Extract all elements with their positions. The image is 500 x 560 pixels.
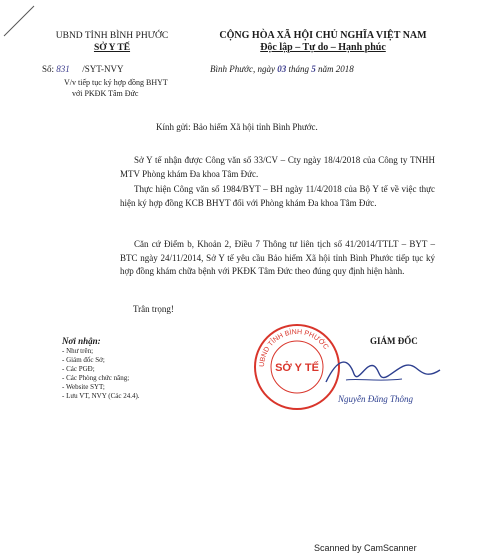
doc-number-handwritten: 831 [56, 64, 70, 74]
recipient-line: Kính gửi: Bảo hiểm Xã hội tỉnh Bình Phước. [156, 122, 318, 132]
doc-date [210, 64, 354, 74]
closing-line: Trân trọng! [133, 304, 174, 314]
list-item: - Như trên; [62, 347, 94, 355]
scanner-watermark: Scanned by CamScanner [314, 543, 417, 553]
handwritten-signature [318, 352, 448, 392]
national-header [188, 30, 458, 54]
list-item: - Lưu VT, NVY (Các 24.4). [62, 392, 140, 400]
country-name: CỘNG HÒA XÃ HỘI CHỦ NGHĨA VIỆT NAM [219, 30, 427, 41]
signer-title: GIÁM ĐỐC [370, 336, 418, 346]
recipients-list [62, 347, 140, 401]
stamp-center-text: SỞ Y TẾ [275, 362, 319, 374]
national-motto: Độc lập – Tự do – Hạnh phúc [260, 42, 386, 53]
body-paragraph-3: Căn cứ Điểm b, Khoản 2, Điều 7 Thông tư liên tịch số 41/2014/TTLT – BYT – BTC ngày 24/11/2014, Sở Y tế yêu cầu Bảo hiểm Xã hội tỉnh Bình Phước tiếp tục ký hợp đồng khám chữa bệnh với PKĐK Tâm Đức theo đúng quy định hiện hành. [120, 239, 435, 276]
date-month: 5 [311, 64, 316, 74]
doc-number [42, 64, 123, 74]
doc-number-label: Số: [42, 64, 55, 74]
list-item: - Website SYT; [62, 383, 105, 391]
stamp-ring-text: UBND TỈNH BÌNH PHƯỚC [258, 328, 330, 368]
doc-subject-line1: V/v tiếp tục ký hợp đồng BHYT [64, 78, 168, 87]
doc-number-suffix: /SYT-NVY [82, 64, 124, 74]
date-prefix: Bình Phước, ngày [210, 64, 275, 74]
doc-subject-line2: với PKĐK Tâm Đức [72, 89, 139, 98]
issuer-agency: UBND TỈNH BÌNH PHƯỚC [55, 31, 169, 41]
doc-subject [64, 77, 204, 99]
issuer-department: SỞ Y TẾ [93, 43, 131, 53]
date-month-label: tháng [288, 64, 309, 74]
body-paragraph-2: Thực hiện Công văn số 1984/BYT – BH ngày 11/4/2018 của Bộ Y tế về việc thực hiện ký hợp đồng KCB BHYT đối với Phòng khám Đa khoa Tâm Đức. [120, 184, 435, 208]
signer-name: Nguyễn Đăng Thông [338, 394, 413, 404]
recipients-title: Nơi nhận: [62, 336, 101, 346]
date-year: năm 2018 [317, 64, 354, 74]
body-paragraph-1: Sở Y tế nhận được Công văn số 33/CV – Cty ngày 18/4/2018 của Công ty TNHH MTV Phòng khám Đa khoa Tâm Đức. [120, 155, 435, 179]
list-item: - Các PGĐ; [62, 365, 95, 373]
list-item: - Giám đốc Sở; [62, 356, 105, 364]
list-item: - Các Phòng chức năng; [62, 374, 130, 382]
scan-corner-mark [0, 0, 40, 40]
date-day: 03 [277, 64, 287, 74]
issuer-block [42, 30, 182, 54]
